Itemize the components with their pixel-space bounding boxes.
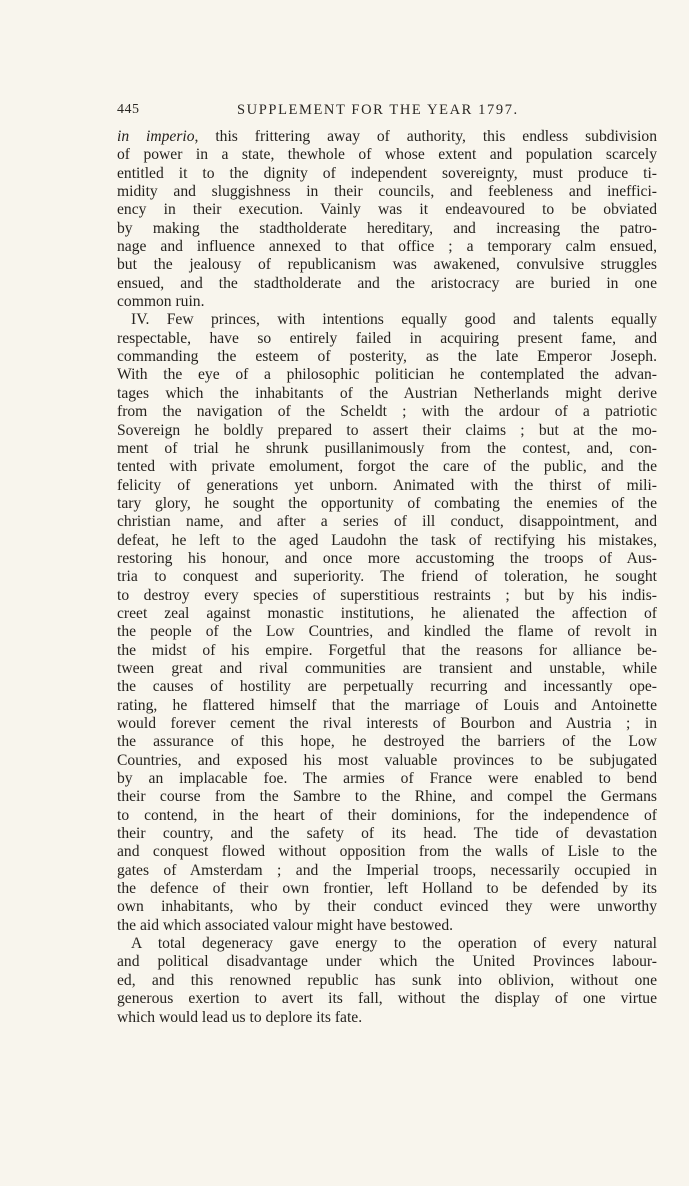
text-line: by making the stadtholderate hereditary, and increasing the patro- (117, 219, 657, 237)
text-line: ensued, and the stadtholderate and the aristocracy are buried in one (117, 274, 657, 292)
text-line: tages which the inhabitants of the Austrian Netherlands might derive (117, 384, 657, 402)
text-line: With the eye of a philosophic politician he contemplated the advan- (117, 366, 657, 384)
text-line: common ruin. (117, 293, 205, 311)
page-header (117, 102, 657, 122)
text-line: their course from the Sambre to the Rhine, and compel the Germans (117, 788, 657, 806)
text-line: tween great and rival communities are transient and unstable, while (117, 659, 657, 677)
text-line: nage and influence annexed to that office ; a temporary calm ensued, (117, 238, 657, 256)
text-line: by an implacable foe. The armies of France were enabled to bend (117, 770, 657, 788)
text-line: generous exertion to avert its fall, without the display of one virtue (117, 990, 657, 1008)
text-line: respectable, have so entirely failed in acquiring present fame, and (117, 329, 657, 347)
text-line: from the navigation of the Scheldt ; with the ardour of a patriotic (117, 403, 657, 421)
text-line: tary glory, he sought the opportunity of combating the enemies of the (117, 494, 657, 512)
text-line: creet zeal against monastic institutions, he alienated the affection of (117, 604, 657, 622)
text-line: IV. Few princes, with intentions equally good and talents equally (131, 311, 657, 329)
page-number: 445 (117, 102, 140, 117)
text-line: tented with private emolument, forgot the care of the public, and the (117, 458, 657, 476)
text-line: Sovereign he boldly prepared to assert their claims ; but at the mo- (117, 421, 657, 439)
text-line: to contend, in the heart of their dominions, for the independence of (117, 806, 657, 824)
text-line: the midst of his empire. Forgetful that the reasons for alliance be- (117, 641, 657, 659)
text-line: their country, and the safety of its head. The tide of devastation (117, 825, 657, 843)
text-line: of power in a state, thewhole of whose extent and population scarcely (117, 146, 657, 164)
text-line: and political disadvantage under which the United Provinces labour- (117, 953, 657, 971)
text-line: which would lead us to deplore its fate. (117, 1008, 363, 1026)
text-line: defeat, he left to the aged Laudohn the task of rectifying his mistakes, (117, 531, 657, 549)
text-line: ed, and this renowned republic has sunk into oblivion, without one (117, 971, 657, 989)
latin-phrase: in imperio (117, 128, 195, 145)
text-line: but the jealousy of republicanism was awakened, convulsive struggles (117, 256, 657, 274)
text-line: tria to conquest and superiority. The friend of toleration, he sought (117, 568, 657, 586)
text-line: the defence of their own frontier, left Holland to be defended by its (117, 880, 657, 898)
text-line: felicity of generations yet unborn. Animated with the thirst of mili- (117, 476, 657, 494)
text-line: in imperio, this frittering away of authority, this endless subdivision (117, 128, 657, 145)
text-line: gates of Amsterdam ; and the Imperial troops, necessarily occupied in (117, 861, 657, 879)
text-line: and conquest flowed without opposition from the walls of Lisle to the (117, 843, 657, 861)
text-line: would forever cement the rival interests of Bourbon and Austria ; in (117, 715, 657, 732)
text-line: restoring his honour, and once more accustoming the troops of Aus- (117, 549, 657, 567)
text-line: the causes of hostility are perpetually recurring and incessantly ope- (117, 678, 657, 696)
text-line: the aid which associated valour might have bestowed. (117, 916, 454, 934)
text-line: commanding the esteem of posterity, as the late Emperor Joseph. (117, 348, 657, 366)
text-line: the assurance of this hope, he destroyed the barriers of the Low (117, 733, 657, 751)
text-line: Countries, and exposed his most valuable provinces to be subjugated (117, 751, 657, 769)
text-line: midity and sluggishness in their councils, and feebleness and ineffici- (117, 183, 657, 201)
text-line: ency in their execution. Vainly was it endeavoured to be obviated (117, 201, 657, 219)
text-line: the people of the Low Countries, and kindled the flame of revolt in (117, 623, 657, 641)
text-line: entitled it to the dignity of independent sovereignty, must produce ti- (117, 164, 657, 182)
text-line: A total degeneracy gave energy to the operation of every natural (131, 935, 657, 953)
text-line: christian name, and after a series of ill conduct, disappointment, and (117, 513, 657, 531)
text-line: own inhabitants, who by their conduct evinced they were unworthy (117, 898, 657, 916)
body-text (117, 128, 657, 1027)
text-line: rating, he flattered himself that the marriage of Louis and Antoinette (117, 696, 657, 714)
running-head: SUPPLEMENT FOR THE YEAR 1797. (237, 102, 519, 118)
text-line: ment of trial he shrunk pusillanimously from the contest, and, con- (117, 439, 657, 457)
text-line: to destroy every species of superstitious restraints ; but by his indis- (117, 586, 657, 604)
